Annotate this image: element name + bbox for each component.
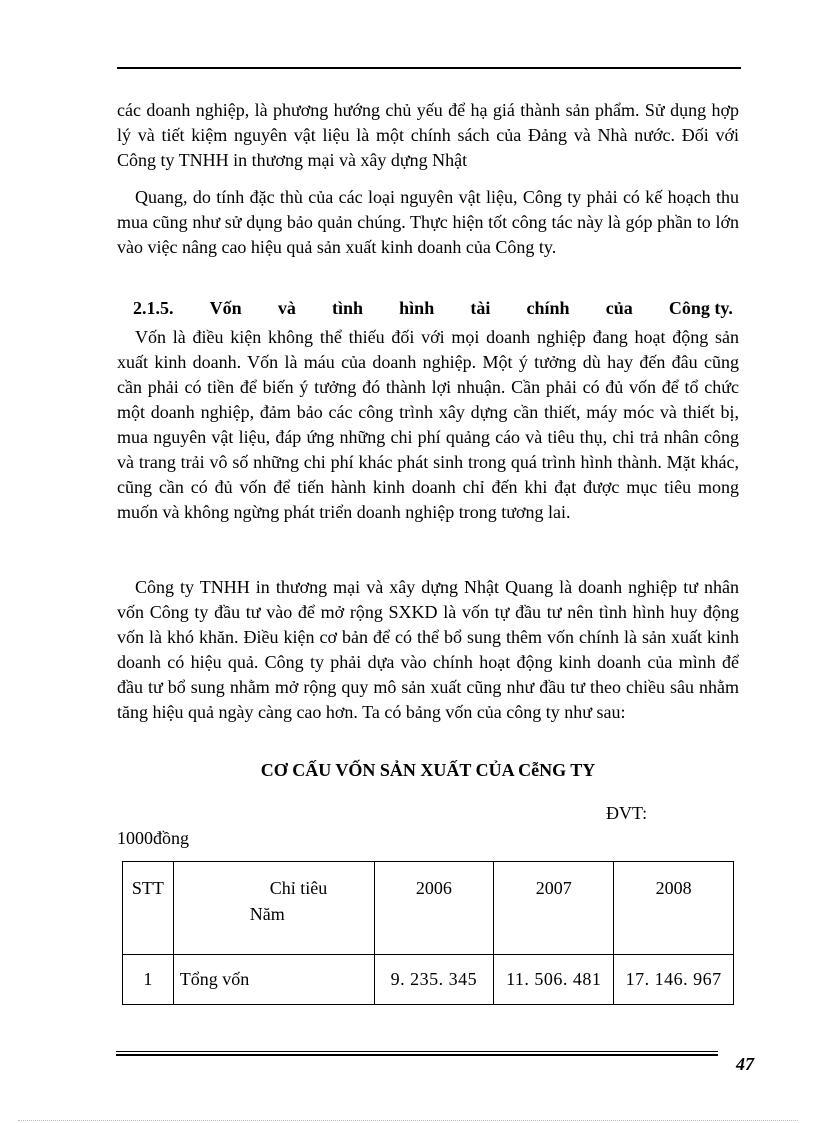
heading-word: và [277,298,296,318]
table-row [123,955,734,1005]
paragraph-materials: Quang, do tính đặc thù của các loại nguyên vật liệu, Công ty phải có kế hoạch thu mua cũng như sử dụng bảo quản chúng. Thực hiện tốt công tác này là góp phần to lớn vào việc nâng cao hiệu quả sản xuất kinh doanh của Công ty. [117,187,739,257]
table-title: CƠ CẤU VỐN SẢN XUẤT CỦA CễNG TY [260,760,596,780]
heading-word: tình [331,298,364,318]
section-heading [133,298,733,319]
footer-rule-thick [116,1054,718,1056]
table-header-row [123,862,734,955]
heading-word: tài [470,298,491,318]
capital-table [122,861,734,1005]
unit-label: ĐVT: [606,803,648,823]
heading-word: Vốn [209,298,242,318]
header-criteria-line2: Năm [249,904,285,924]
paragraph-company-capital: Công ty TNHH in thương mại và xây dựng Nhật Quang là doanh nghiệp tư nhân vốn Công ty đầu tư vào để mở rộng SXKD là vốn tự đầu tư nên tình hình huy động vốn là khó khăn. Điều kiện cơ bản để có thể bổ sung thêm vốn chính là sản xuất kinh doanh có hiệu quả. Công ty phải dựa vào chính hoạt động kinh doanh của mình để đầu tư bổ sung nhằm mở rộng quy mô sản xuất cũng như đầu tư theo chiều sâu nhằm tăng hiệu quả ngày càng cao hơn. Ta có bảng vốn của công ty như sau: [117,577,739,722]
header-2007: 2007 [494,862,614,955]
header-2008: 2008 [614,862,734,955]
paragraph-capital: Vốn là điều kiện không thể thiếu đối với mọi doanh nghiệp đang hoạt động sản xuất kinh doanh. Vốn là máu của doanh nghiệp. Một ý tưởng dù hay đến đâu cũng cần phải có tiền để biến ý tưởng đó thành lợi nhuận. Cần phải có đủ vốn để tổ chức một doanh nghiệp, đảm bảo các công trình xây dựng cần thiết, máy móc và thiết bị, mua nguyên vật liệu, đáp ứng những chi phí quảng cáo và tiêu thụ, chi trả nhân công và trang trải vô số những chi phí khác phát sinh trong quá trình hình thành. Mặt khác, cũng cần có đủ vốn để tiến hành kinh doanh chỉ đến khi đạt được mục tiêu mong muốn và không ngừng phát triển doanh nghiệp trong tương lai. [117,327,739,522]
unit-value: 1000đồng [117,828,189,848]
cell-stt: 1 [123,955,174,1005]
cell-2007: 11. 506. 481 [494,955,614,1005]
page-edge-dots [18,1120,798,1121]
header-stt: STT [123,862,174,955]
page-number: 47 [736,1054,754,1074]
cell-criteria: Tổng vốn [173,955,374,1005]
footer-rule [116,1051,718,1052]
heading-word: hình [399,298,435,318]
heading-word: của [605,298,633,318]
heading-number: 2.1.5. [133,298,174,318]
header-criteria-line1: Chỉ tiêu [269,878,328,898]
cell-2008: 17. 146. 967 [614,955,734,1005]
heading-word: Công ty. [668,298,733,318]
cell-2006: 9. 235. 345 [374,955,494,1005]
header-criteria [173,862,374,955]
header-2006: 2006 [374,862,494,955]
header-rule [117,67,741,69]
heading-word: chính [526,298,570,318]
paragraph-intro: các doanh nghiệp, là phương hướng chủ yếu để hạ giá thành sản phẩm. Sử dụng hợp lý và tiết kiệm nguyên vật liệu là một chính sách của Đảng và Nhà nước. Đối với Công ty TNHH in thương mại và xây dựng Nhật [117,100,739,170]
